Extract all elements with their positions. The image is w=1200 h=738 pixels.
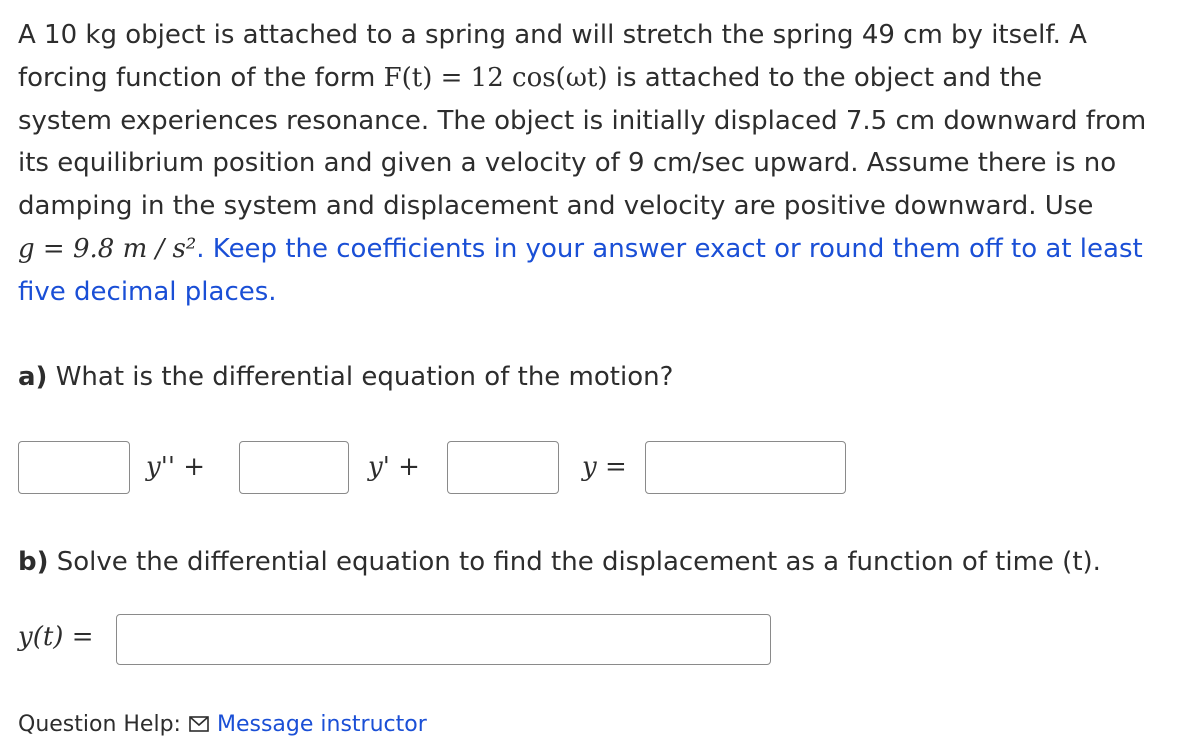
problem-line-3: system experiences resonance. The object is initially displaced 7.5 cm downward from xyxy=(18,105,1147,136)
y-term: y = xyxy=(582,452,627,482)
problem-line-4: its equilibrium position and given a velocity of 9 cm/sec upward. Assume there is no xyxy=(18,148,1117,179)
question-help-label: Question Help: xyxy=(18,712,181,737)
rhs-input[interactable] xyxy=(645,441,846,494)
solution-input[interactable] xyxy=(116,614,771,665)
coef-y0-input[interactable] xyxy=(447,441,559,494)
y-prime-term: y' + xyxy=(368,452,420,482)
mail-icon xyxy=(189,713,209,738)
rounding-instruction: . Keep the coefficients in your answer exact or round them off to at least xyxy=(196,233,1143,264)
problem-line-6 xyxy=(18,228,1188,271)
problem-line-1: A 10 kg object is attached to a spring and will stretch the spring 49 cm by itself. A xyxy=(18,20,1087,50)
forcing-function-math: F(t) = 12 cos(ωt) xyxy=(383,62,608,93)
y-double-prime-term: y'' + xyxy=(146,452,206,482)
coef-y1-input[interactable] xyxy=(239,441,349,494)
message-instructor-link[interactable]: Message instructor xyxy=(216,712,427,737)
y-of-t-label: y(t) = xyxy=(18,622,94,652)
rounding-instruction-cont: five decimal places. xyxy=(18,276,277,307)
gravity-math: g = 9.8 m / s² xyxy=(18,233,197,264)
part-a-question: a) What is the differential equation of the motion? xyxy=(18,362,674,392)
coef-y2-input[interactable] xyxy=(18,441,130,494)
problem-line-5: damping in the system and displacement and velocity are positive downward. Use xyxy=(18,191,1094,222)
problem-line-2: forcing function of the form F(t) = 12 cos(ωt) is attached to the object and the xyxy=(18,62,1043,93)
part-b-question: b) Solve the differential equation to find the displacement as a function of time (t). xyxy=(18,547,1101,577)
question-help xyxy=(18,712,427,738)
problem-statement xyxy=(18,14,1188,314)
